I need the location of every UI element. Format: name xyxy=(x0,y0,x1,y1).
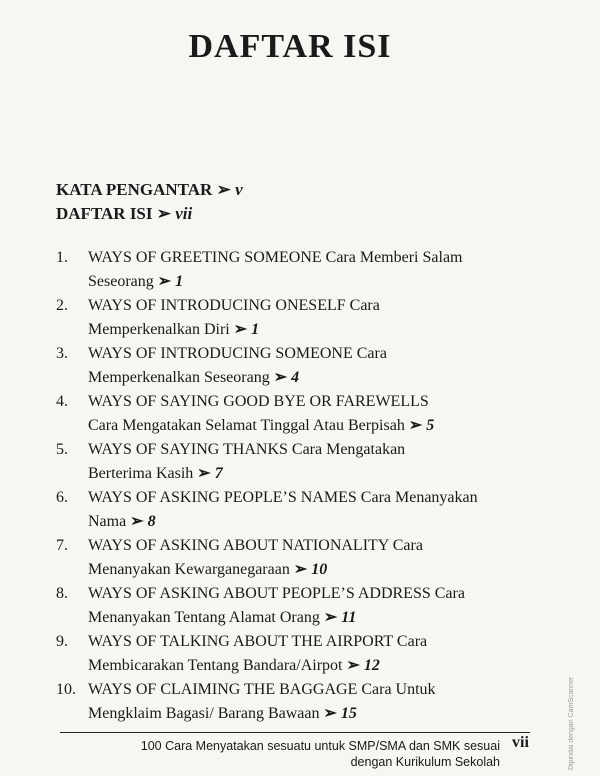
entry-subtitle-line xyxy=(88,702,357,726)
arrow-icon: ➢ xyxy=(156,204,172,223)
page-ref: v xyxy=(235,180,243,199)
entry-subtitle-line xyxy=(88,558,327,582)
arrow-icon: ➢ xyxy=(346,657,360,674)
entry-number: 2. xyxy=(56,297,68,314)
footer-divider xyxy=(60,732,530,733)
arrow-icon: ➢ xyxy=(130,513,144,530)
entry-subtitle-line xyxy=(88,366,299,390)
entry-title: WAYS OF ASKING ABOUT NATIONALITY Cara xyxy=(88,537,423,554)
page-ref: 1 xyxy=(251,321,260,338)
arrow-icon: ➢ xyxy=(408,417,423,434)
entry-title: WAYS OF GREETING SOMEONE Cara Memberi Salam xyxy=(88,249,463,266)
footer-line: dengan Kurikulum Sekolah xyxy=(350,755,500,769)
entry-number: 8. xyxy=(56,585,68,602)
page-ref: 11 xyxy=(341,609,357,626)
entry-subtitle: Menanyakan Tentang Alamat Orang xyxy=(88,609,320,626)
entry-number: 5. xyxy=(56,441,68,458)
entry-subtitle: Mengklaim Bagasi/ Barang Bawaan xyxy=(88,705,320,722)
entry-number: 6. xyxy=(56,489,68,506)
entry-subtitle-line xyxy=(88,510,156,534)
front-matter-item xyxy=(56,180,243,200)
page-title: DAFTAR ISI xyxy=(188,28,392,65)
entry-number: 10. xyxy=(56,681,76,698)
arrow-icon: ➢ xyxy=(323,705,337,722)
entry-subtitle: Membicarakan Tentang Bandara/Airpot xyxy=(88,657,343,674)
front-matter-label: KATA PENGANTAR xyxy=(56,180,213,199)
entry-title: WAYS OF INTRODUCING ONESELF Cara xyxy=(88,297,380,314)
page-number: vii xyxy=(512,734,529,751)
entry-title: WAYS OF CLAIMING THE BAGGAGE Cara Untuk xyxy=(88,681,436,698)
entry-subtitle-line xyxy=(88,414,434,438)
page-ref: 7 xyxy=(214,465,223,482)
entry-subtitle-line xyxy=(88,462,223,486)
arrow-icon: ➢ xyxy=(216,180,231,199)
entry-title: WAYS OF SAYING THANKS Cara Mengatakan xyxy=(88,441,406,458)
entry-title: WAYS OF ASKING PEOPLE’S NAMES Cara Menanyakan xyxy=(88,489,478,506)
running-footer xyxy=(100,738,500,770)
entry-number: 3. xyxy=(56,345,68,362)
arrow-icon: ➢ xyxy=(323,609,338,626)
arrow-icon: ➢ xyxy=(233,321,248,338)
page-ref: 1 xyxy=(175,273,184,290)
entry-subtitle-line xyxy=(88,270,183,294)
footer-line: 100 Cara Menyatakan sesuatu untuk SMP/SMA dan SMK sesuai xyxy=(140,739,500,753)
entry-number: 9. xyxy=(56,633,68,650)
entry-number: 7. xyxy=(56,537,68,554)
entry-subtitle: Nama xyxy=(88,513,127,530)
front-matter-label: DAFTAR ISI xyxy=(56,204,153,223)
entry-subtitle: Berterima Kasih xyxy=(88,465,194,482)
arrow-icon: ➢ xyxy=(293,561,308,578)
arrow-icon: ➢ xyxy=(157,273,172,290)
entry-title: WAYS OF SAYING GOOD BYE OR FAREWELLS xyxy=(88,393,429,410)
page-ref: 4 xyxy=(291,369,300,386)
entry-subtitle-line xyxy=(88,318,259,342)
entry-subtitle: Seseorang xyxy=(88,273,154,290)
arrow-icon: ➢ xyxy=(197,465,211,482)
page-ref: 8 xyxy=(147,513,156,530)
arrow-icon: ➢ xyxy=(273,369,288,386)
entry-title: WAYS OF INTRODUCING SOMEONE Cara xyxy=(88,345,387,362)
page-ref: 15 xyxy=(340,705,357,722)
entry-title: WAYS OF ASKING ABOUT PEOPLE’S ADDRESS Cara xyxy=(88,585,465,602)
entry-number: 4. xyxy=(56,393,68,410)
scanner-watermark: Dipindai dengan CamScanner xyxy=(568,676,575,770)
page-ref: 12 xyxy=(363,657,380,674)
entry-subtitle: Memperkenalkan Diri xyxy=(88,321,230,338)
entry-number: 1. xyxy=(56,249,68,266)
entry-subtitle-line xyxy=(88,654,380,678)
page-ref: 5 xyxy=(426,417,435,434)
entry-subtitle: Menanyakan Kewarganegaraan xyxy=(88,561,290,578)
entry-subtitle-line xyxy=(88,606,356,630)
front-matter-item xyxy=(56,204,192,224)
page-ref: 10 xyxy=(311,561,328,578)
page-ref: vii xyxy=(175,204,193,223)
entry-subtitle: Memperkenalkan Seseorang xyxy=(88,369,270,386)
entry-subtitle: Cara Mengatakan Selamat Tinggal Atau Berpisah xyxy=(88,417,405,434)
entry-title: WAYS OF TALKING ABOUT THE AIRPORT Cara xyxy=(88,633,428,650)
